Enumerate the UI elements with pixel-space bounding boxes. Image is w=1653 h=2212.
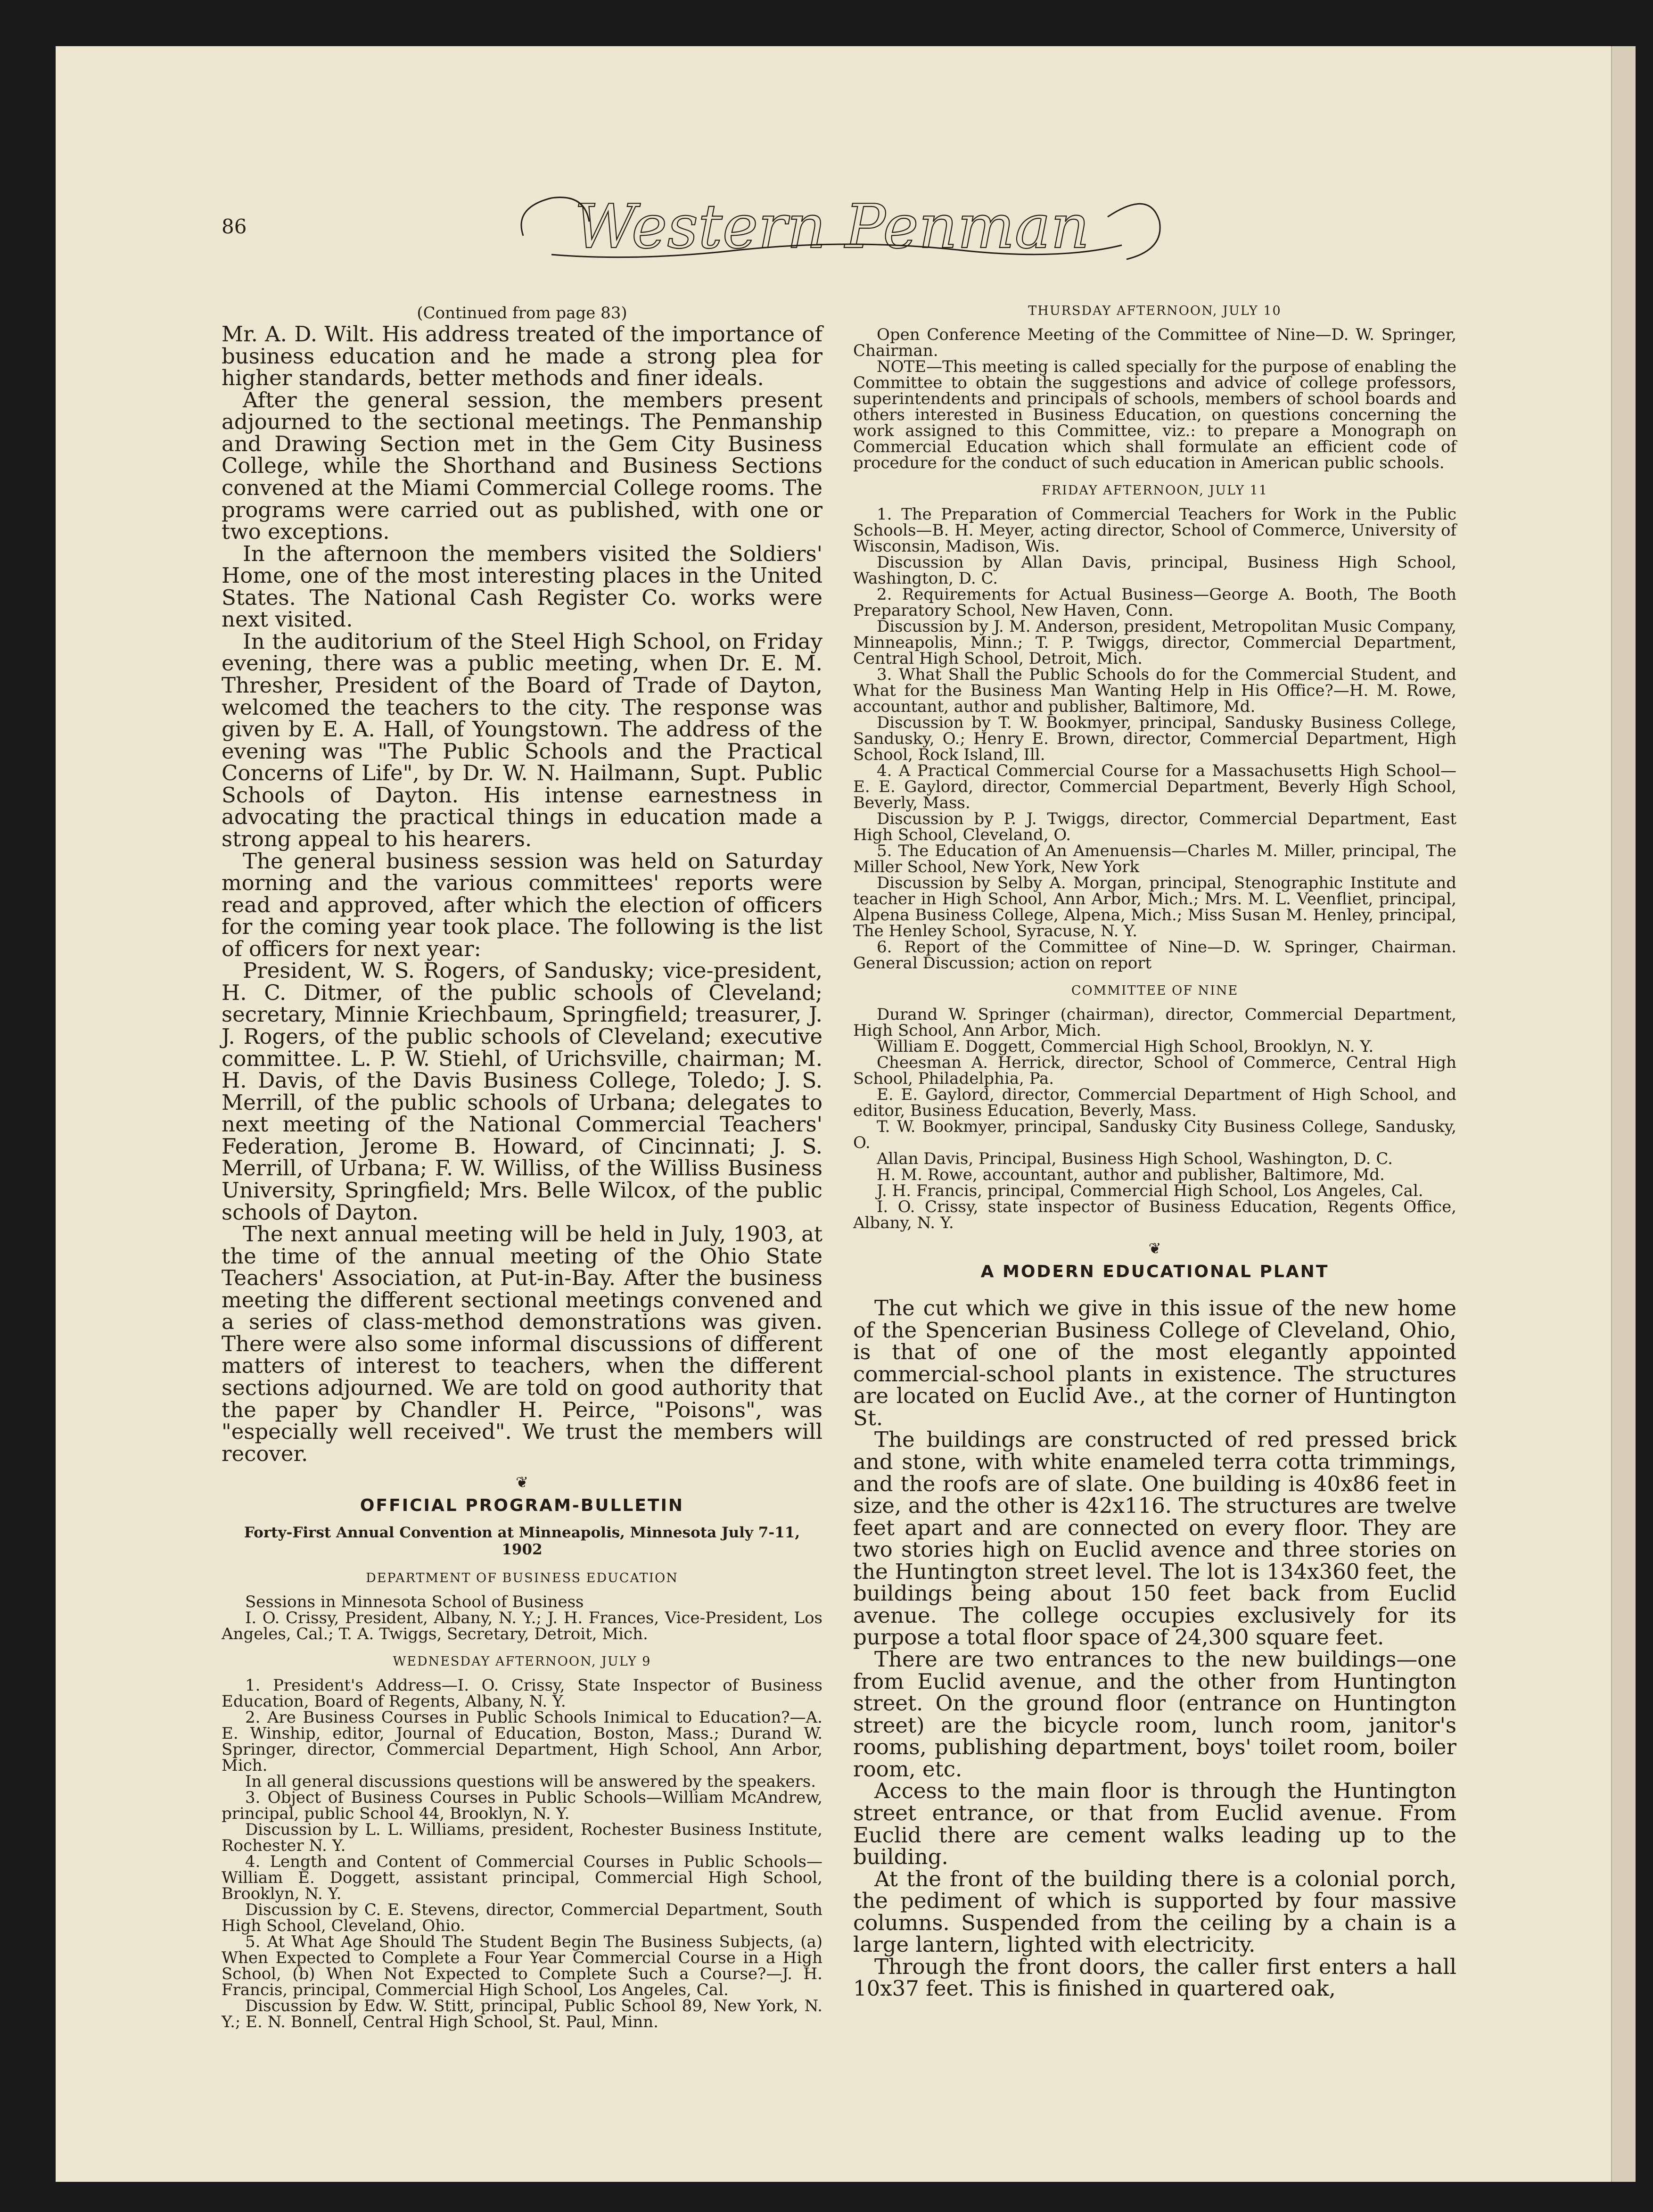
masthead-logo: [495, 179, 1169, 273]
program-item: 5. At What Age Should The Student Begin The Business Subjects, (a) When Expected to Complete a Four Year Commercial Course in a High School, (b) When Not Expected to Complete Such a Course?—J. H. Francis, principal, Commercial High School, Los Angeles, Cal.: [222, 1932, 822, 1999]
ornament-icon: ❦: [1148, 1239, 1161, 1257]
program-item: 3. What Shall the Public Schools do for the Commercial Student, and What for the Business Man Wanting Help in His Office?—H. M. Rowe, accountant, author and publisher, Baltimore, Md.: [853, 665, 1456, 716]
committee-member: Durand W. Springer (chairman), director, Commercial Department, High School, Ann Arbor, Mich.: [853, 1005, 1456, 1040]
right-column: [853, 304, 1456, 2000]
program-item: 2. Are Business Courses in Public Schools Inimical to Education?—A. E. Winship, editor, Journal of Education, Boston, Mass.; Durand W. Springer, director, Commercial Department, High School, Ann Arbor, Mich.: [222, 1708, 822, 1775]
session-line: I. O. Crissy, President, Albany, N. Y.; J. H. Frances, Vice-President, Los Angeles, Cal.; T. A. Twiggs, Secretary, Detroit, Mich.: [222, 1608, 822, 1643]
paragraph: In the afternoon the members visited the Soldiers' Home, one of the most interesting places in the United States. The National Cash Register Co. works were next visited.: [222, 541, 822, 632]
committee-member: I. O. Crissy, state inspector of Business Education, Regents Office, Albany, N. Y.: [853, 1197, 1456, 1232]
paragraph: The cut which we give in this issue of the new home of the Spencerian Business College of Cleveland, Ohio, is that of one of the most elegantly appointed commercial-school plants in existence. The structures are located on Euclid Ave., at the corner of Huntington St.: [853, 1296, 1456, 1430]
program-item: Discussion by L. L. Williams, president, Rochester Business Institute, Rochester N. Y.: [222, 1820, 822, 1855]
wednesday-program: [222, 1677, 822, 2030]
program-item: Discussion by Edw. W. Stitt, principal, Public School 89, New York, N. Y.; E. N. Bonnell, Central High School, St. Paul, Minn.: [222, 1996, 822, 2031]
paragraph: Access to the main floor is through the Huntington street entrance, or that from Euclid avenue. From Euclid there are cement walks leading up to the building.: [853, 1778, 1456, 1870]
committee-member: Cheesman A. Herrick, director, School of Commerce, Central High School, Philadelphia, Pa.: [853, 1053, 1456, 1088]
program-item: 6. Report of the Committee of Nine—D. W. Springer, Chairman. General Discussion; action on report: [853, 938, 1456, 973]
program-item: Discussion by P. J. Twiggs, director, Commercial Department, East High School, Cleveland, O.: [853, 809, 1456, 844]
paragraph: Mr. A. D. Wilt. His address treated of the importance of business education and he made a strong plea for higher standards, better methods and finer ideals.: [222, 322, 822, 391]
committee-member: E. E. Gaylord, director, Commercial Department of High School, and editor, Business Education, Beverly, Mass.: [853, 1085, 1456, 1120]
committee-member: J. H. Francis, principal, Commercial High School, Los Angeles, Cal.: [877, 1181, 1423, 1200]
paragraph: The buildings are constructed of red pressed brick and stone, with white enameled terra cotta trimmings, and the roofs are of slate. One building is 40x86 feet in size, and the other is 42x116. The structures are twelve feet apart and are connected on every floor. They are two stories high on Euclid avence and three stories on the Huntington street level. The lot is 134x360 feet, the buildings being about 150 feet back from Euclid avenue. The college occupies exclusively for its purpose a total floor space of 24,300 square feet.: [853, 1427, 1456, 1650]
committee-member: T. W. Bookmyer, principal, Sandusky City Business College, Sandusky, O.: [853, 1117, 1456, 1152]
plant-article-text: [853, 1297, 1456, 2000]
program-item: 5. The Education of An Amenuensis—Charles M. Miller, principal, The Miller School, New York, New York: [853, 842, 1456, 876]
paragraph: After the general session, the members present adjourned to the sectional meetings. The Penmanship and Drawing Section met in the Gem City Business College, while the Shorthand and Business Sections convened at the Miami Commercial College rooms. The programs were carried out as published, with one or two exceptions.: [222, 387, 822, 545]
wednesday-heading: WEDNESDAY AFTERNOON, JULY 9: [393, 1654, 651, 1669]
friday-program: [853, 506, 1456, 971]
paragraph: Through the front doors, the caller first enters a hall 10x37 feet. This is finished in quartered oak,: [853, 1954, 1456, 2001]
program-item: Discussion by Allan Davis, principal, Business High School, Washington, D. C.: [853, 553, 1456, 588]
program-item: Open Conference Meeting of the Committee of Nine—D. W. Springer, Chairman.: [853, 325, 1456, 360]
ornament-icon: ❦: [516, 1473, 528, 1492]
paragraph: There are two entrances to the new buildings—one from Euclid avenue, and the other from Huntington street. On the ground floor (entrance on Huntington street) are the bicycle room, lunch room, janitor's rooms, publishing department, boys' toilet room, boiler room, etc.: [853, 1647, 1456, 1782]
page-number: 86: [222, 215, 247, 238]
committee-member: Allan Davis, Principal, Business High School, Washington, D. C.: [877, 1149, 1393, 1168]
program-item: In all general discussions questions will be answered by the speakers.: [245, 1772, 816, 1791]
program-item: NOTE—This meeting is called specially for the purpose of enabling the Committee to obtain the suggestions and advice of college professors, superintendents and principals of schools, members of school boards and others interested in Business Education, on questions concerning the work assigned to this Committee, viz.: to prepare a Monograph on Commercial Education which shall formulate an efficient code of procedure for the conduct of such education in American public schools.: [853, 357, 1456, 472]
left-column: [222, 304, 822, 2030]
plant-article-title: A MODERN EDUCATIONAL PLANT: [980, 1262, 1329, 1281]
program-item: 3. Object of Business Courses in Public Schools—William McAndrew, principal, public School 44, Brooklyn, N. Y.: [222, 1788, 822, 1823]
program-item: Discussion by Selby A. Morgan, principal, Stenographic Institute and teacher in High School, Ann Arbor, Mich.; Mrs. M. L. Veenfliet, principal, Alpena Business College, Alpena, Mich.; Miss Susan M. Henley, principal, The Henley School, Syracuse, N. Y.: [853, 874, 1456, 941]
program-item: 2. Requirements for Actual Business—George A. Booth, The Booth Preparatory School, New Haven, Conn.: [853, 585, 1456, 620]
paragraph: President, W. S. Rogers, of Sandusky; vice-president, H. C. Ditmer, of the public schools of Cleveland; secretary, Minnie Kriechbaum, Springfield; treasurer, J. J. Rogers, of the public schools of Cleveland; executive committee. L. P. W. Stiehl, of Urichsville, chairman; M. H. Davis, of the Davis Business College, Toledo; J. S. Merrill, of the public schools of Urbana; delegates to next meeting of the National Commercial Teachers' Federation, Jerome B. Howard, of Cincinnati; J. S. Merrill, of Urbana; F. W. Williss, of the Williss Business University, Springfield; Mrs. Belle Wilcox, of the public schools of Dayton.: [222, 958, 822, 1225]
paragraph: The next annual meeting will be held in July, 1903, at the time of the annual meeting of the Ohio State Teachers' Association, at Put-in-Bay. After the business meeting the different sectional meetings convened and a series of class-method demonstrations was given. There were also some informal discussions of different matters of interest to teachers, when the different sections adjourned. We are told on good authority that the paper by Chandler H. Peirce, "Poisons", was "especially well received". We trust the members will recover.: [222, 1222, 822, 1466]
paragraph: At the front of the building there is a colonial porch, the pediment of which is supported by four massive columns. Suspended from the ceiling by a chain is a large lantern, lighted with electricity.: [853, 1866, 1456, 1957]
committee-member: William E. Doggett, Commercial High School, Brooklyn, N. Y.: [877, 1037, 1374, 1056]
masthead-title: Western Penman: [574, 192, 1090, 262]
sessions-text: [222, 1594, 822, 1642]
committee-heading: COMMITTEE OF NINE: [1071, 983, 1239, 998]
bulletin-subtitle: Forty-First Annual Convention at Minneapolis, Minnesota July 7-11, 1902: [244, 1524, 800, 1558]
session-line: Sessions in Minnesota School of Business: [245, 1592, 584, 1611]
page-edge: [1611, 46, 1636, 2182]
thursday-program: [853, 327, 1456, 471]
program-item: Discussion by C. E. Stevens, director, Commercial Department, South High School, Cleveland, Ohio.: [222, 1900, 822, 1935]
program-item: 4. A Practical Commercial Course for a Massachusetts High School—E. E. Gaylord, director, Commercial Department, Beverly High School, Beverly, Mass.: [853, 761, 1456, 812]
report-text: [222, 323, 822, 1465]
program-item: 1. President's Address—I. O. Crissy, State Inspector of Business Education, Board of Regents, Albany, N. Y.: [222, 1676, 822, 1711]
program-item: Discussion by T. W. Bookmyer, principal, Sandusky Business College, Sandusky, O.; Henry E. Brown, director, Commercial Department, High School, Rock Island, Ill.: [853, 713, 1456, 764]
paragraph: In the auditorium of the Steel High School, on Friday evening, there was a public meeting, when Dr. E. M. Thresher, President of the Board of Trade of Dayton, welcomed the teachers to the city. The response was given by E. A. Hall, of Youngstown. The address of the evening was "The Public Schools and the Practical Concerns of Life", by Dr. W. N. Hailmann, Supt. Public Schools of Dayton. His intense earnestness in advocating the practical things in education made a strong appeal to his hearers.: [222, 628, 822, 851]
program-item: Discussion by J. M. Anderson, president, Metropolitan Music Company, Minneapolis, Minn.; T. P. Twiggs, director, Commercial Department, Central High School, Detroit, Mich.: [853, 617, 1456, 668]
continued-note: (Continued from page 83): [417, 304, 627, 322]
thursday-heading: THURSDAY AFTERNOON, JULY 10: [1028, 304, 1282, 318]
paragraph: The general business session was held on Saturday morning and the various committees' reports were read and approved, after which the election of officers for the coming year took place. The following is the list of officers for next year:: [222, 848, 822, 961]
friday-heading: FRIDAY AFTERNOON, JULY 11: [1042, 483, 1268, 498]
committee-member: H. M. Rowe, accountant, author and publisher, Baltimore, Md.: [877, 1165, 1385, 1184]
department-heading: DEPARTMENT OF BUSINESS EDUCATION: [366, 1570, 678, 1585]
bulletin-title: OFFICIAL PROGRAM-BULLETIN: [360, 1496, 684, 1516]
program-item: 1. The Preparation of Commercial Teachers for Work in the Public Schools—B. H. Meyer, acting director, School of Commerce, University of Wisconsin, Madison, Wis.: [853, 505, 1456, 556]
committee-list: [853, 1007, 1456, 1231]
program-item: 4. Length and Content of Commercial Courses in Public Schools—William E. Doggett, assistant principal, Commercial High School, Brooklyn, N. Y.: [222, 1852, 822, 1903]
